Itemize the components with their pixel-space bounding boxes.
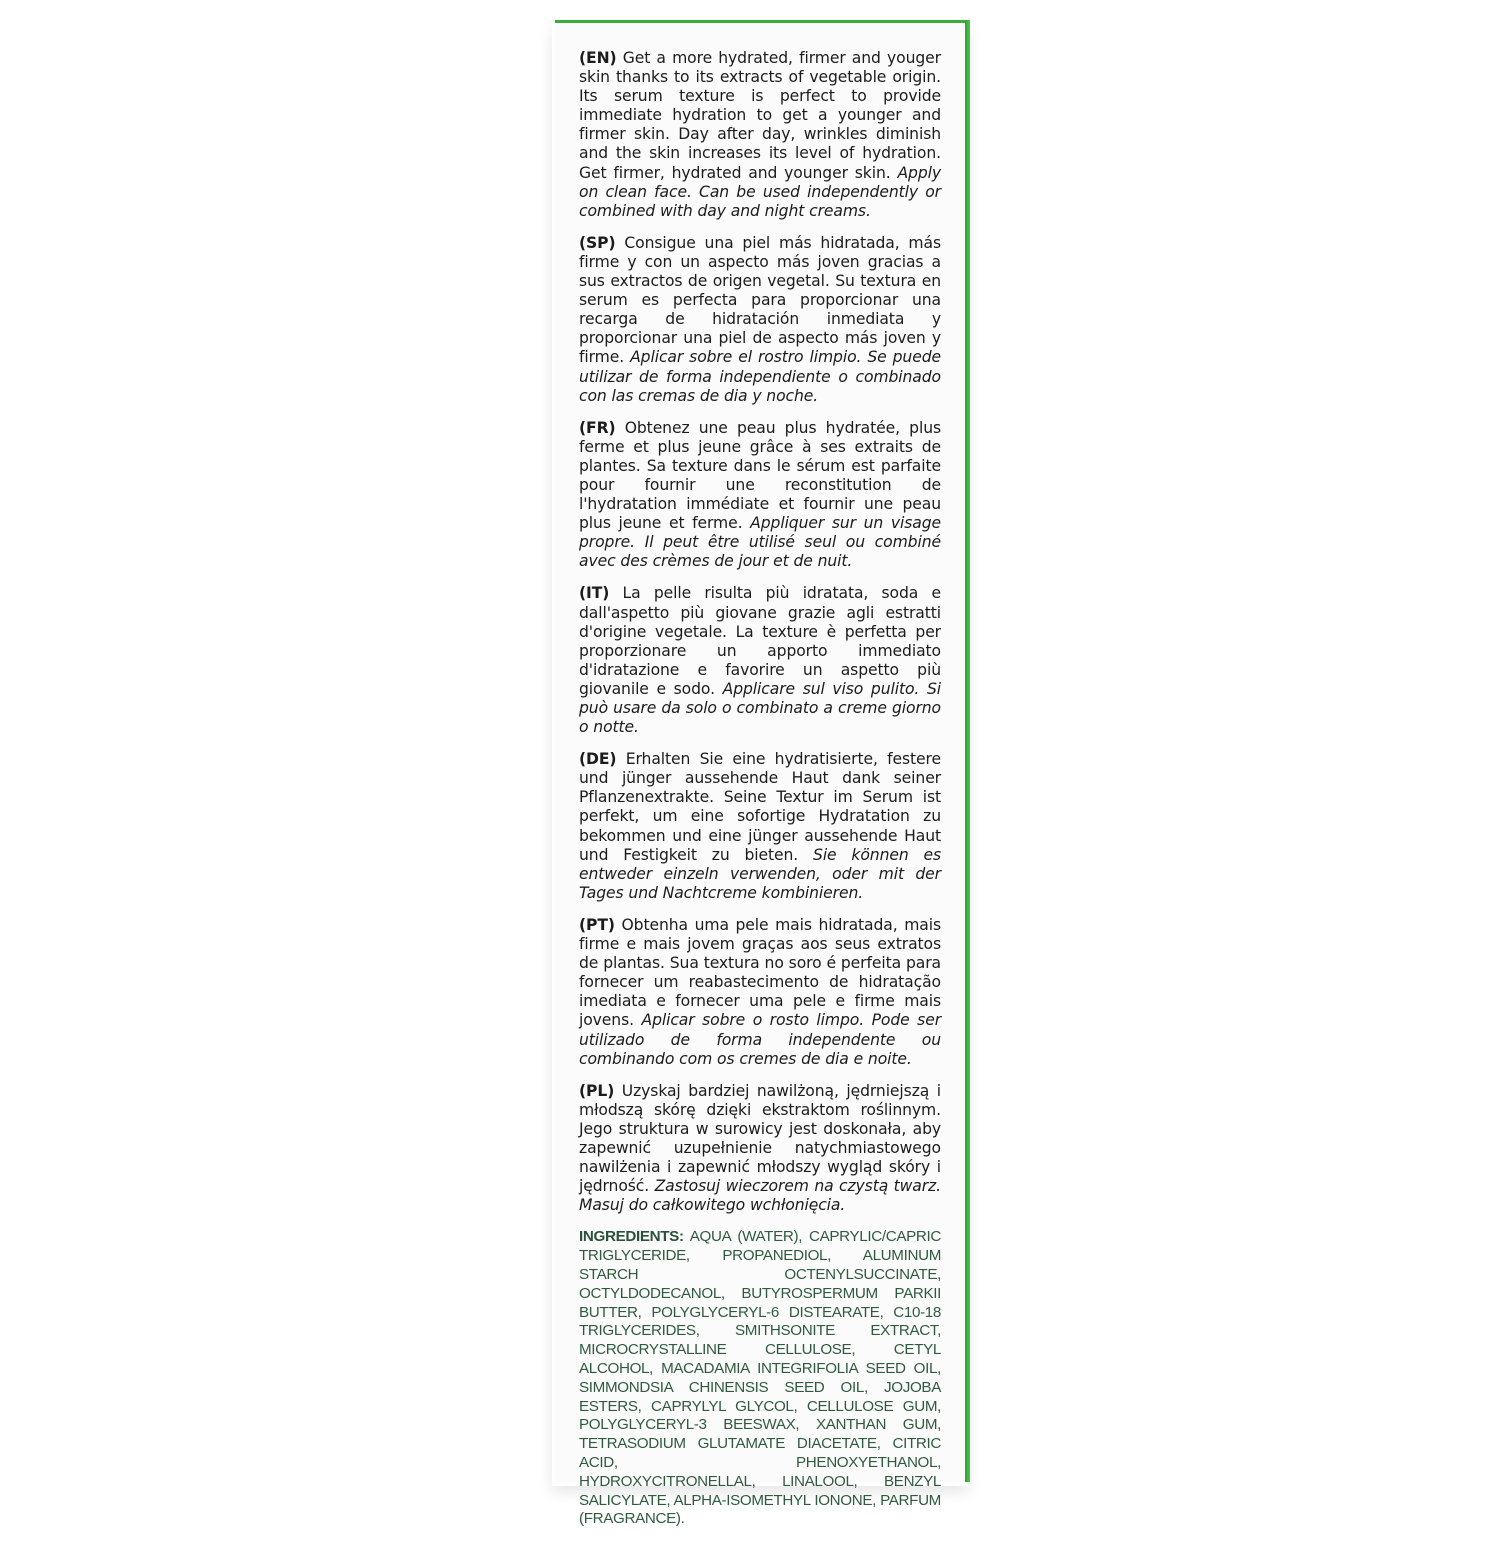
- label-text-block: [579, 49, 941, 1544]
- language-code: (PT): [579, 915, 615, 934]
- description-text: La pelle risulta più idratata, soda e dall'aspetto più giovane grazie agli estratti d'origine vegetale. La texture è perfetta per proporzionare un apporto immediato d'idratazione e favorire un aspetto più giovanile e sodo.: [579, 584, 941, 698]
- section-fr: [579, 419, 941, 572]
- language-code: (EN): [579, 49, 617, 67]
- language-code: (IT): [579, 584, 610, 603]
- language-code: (PL): [579, 1081, 615, 1100]
- language-code: (DE): [579, 750, 617, 769]
- section-de: [579, 750, 941, 903]
- description-text: Obtenha uma pele mais hidratada, mais firme e mais jovem graças aos seus extratos de plantas. Sua textura no soro é perfeita para fornecer um reabastecimento de hidratação imediata e fornecer uma pele e firme mais jovens.: [579, 915, 941, 1030]
- description-text: Get a more hydrated, firmer and youger skin thanks to its extracts of vegetable origin. Its serum texture is perfect to provide immediate hydration to get a younger and firmer skin. Day after day, wrinkles diminish and the skin increases its level of hydration. Get firmer, hydrated and younger skin.: [579, 49, 941, 182]
- box-side-green-edge: [965, 20, 970, 1482]
- section-pt: [579, 916, 941, 1069]
- section-pl: [579, 1082, 941, 1216]
- description-text: Uzyskaj bardziej nawilżoną, jędrniejszą i młodszą skórę dzięki ekstraktom roślinnym. Jego struktura w surowicy jest doskonała, aby zapewnić uzupełnienie natychmiastowego nawilżenia i zapewnić młodszy wygląd skóry i jędrność.: [579, 1081, 941, 1196]
- language-code: (SP): [579, 233, 616, 252]
- section-en: [579, 49, 941, 221]
- ingredients-list: [579, 1228, 941, 1529]
- description-text: Obtenez une peau plus hydratée, plus ferme et plus jeune grâce à ses extraits de plantes. Sa texture dans le sérum est parfaite pour fournir une reconstitution de l'hydratation immédiate et fournir une peau plus jeune et ferme.: [579, 418, 942, 533]
- usage-note: Sie können es entweder einzeln verwenden, oder mit der Tages und Nachtcreme kombinieren.: [579, 845, 941, 902]
- box-top-green-edge: [555, 20, 970, 23]
- description-text: Erhalten Sie eine hydratisierte, festere und jünger aussehende Haut dank seiner Pflanzenextrakte. Seine Textur im Serum ist perfekt, um eine sofortige Hydratation zu bekommen und eine jünger aussehende Haut und Festigkeit zu bieten.: [579, 750, 941, 864]
- usage-note: Appliquer sur un visage propre. Il peut être utilisé seul ou combiné avec des crèmes de jour et de nuit.: [579, 514, 941, 571]
- section-it: [579, 584, 941, 737]
- usage-note: Aplicar sobre el rostro limpio. Se puede utilizar de forma independiente o combinado con las cremas de dia y noche.: [579, 348, 942, 405]
- ingredients-text: AQUA (WATER), CAPRYLIC/CAPRIC TRIGLYCERIDE, PROPANEDIOL, ALUMINUM STARCH OCTENYLSUCCINATE, OCTYLDODECANOL, BUTYROSPERMUM PARKII BUTTER, POLYGLYCERYL-6 DISTEARATE, C10-18 TRIGLYCERIDES, SMITHSONITE EXTRACT, MICROCRYSTALLINE CELLULOSE, CETYL ALCOHOL, MACADAMIA INTEGRIFOLIA SEED OIL, SIMMONDSIA CHINENSIS SEED OIL, JOJOBA ESTERS, CAPRYLYL GLYCOL, CELLULOSE GUM, POLYGLYCERYL-3 BEESWAX, XANTHAN GUM, TETRASODIUM GLUTAMATE DIACETATE, CITRIC ACID, PHENOXYETHANOL, HYDROXYCITRONELLAL, LINALOOL, BENZYL SALICYLATE, ALPHA-ISOMETHYL IONONE, PARFUM (FRAGRANCE).: [579, 1228, 941, 1528]
- usage-note: Applicare sul viso pulito. Si può usare da solo o combinato a creme giorno o notte.: [579, 679, 941, 737]
- usage-note: Apply on clean face. Can be used independently or combined with day and night creams.: [579, 163, 942, 220]
- ingredients-label: INGREDIENTS:: [579, 1228, 684, 1246]
- usage-note: Zastosuj wieczorem na czystą twarz. Masuj do całkowitego wchłonięcia.: [579, 1177, 941, 1215]
- usage-note: Aplicar sobre o rosto limpo. Pode ser utilizado de forma independente ou combinando com os cremes de dia e noite.: [579, 1011, 941, 1068]
- description-text: Consigue una piel más hidratada, más firme y con un aspecto más joven gracias a sus extractos de origen vegetal. Su textura en serum es perfecta para proporcionar una recarga de hidratación inmediata y proporcionar una piel de aspecto más joven y firme.: [579, 233, 941, 367]
- section-sp: [579, 234, 941, 406]
- language-code: (FR): [579, 418, 616, 437]
- product-box-side-panel: [555, 20, 965, 1528]
